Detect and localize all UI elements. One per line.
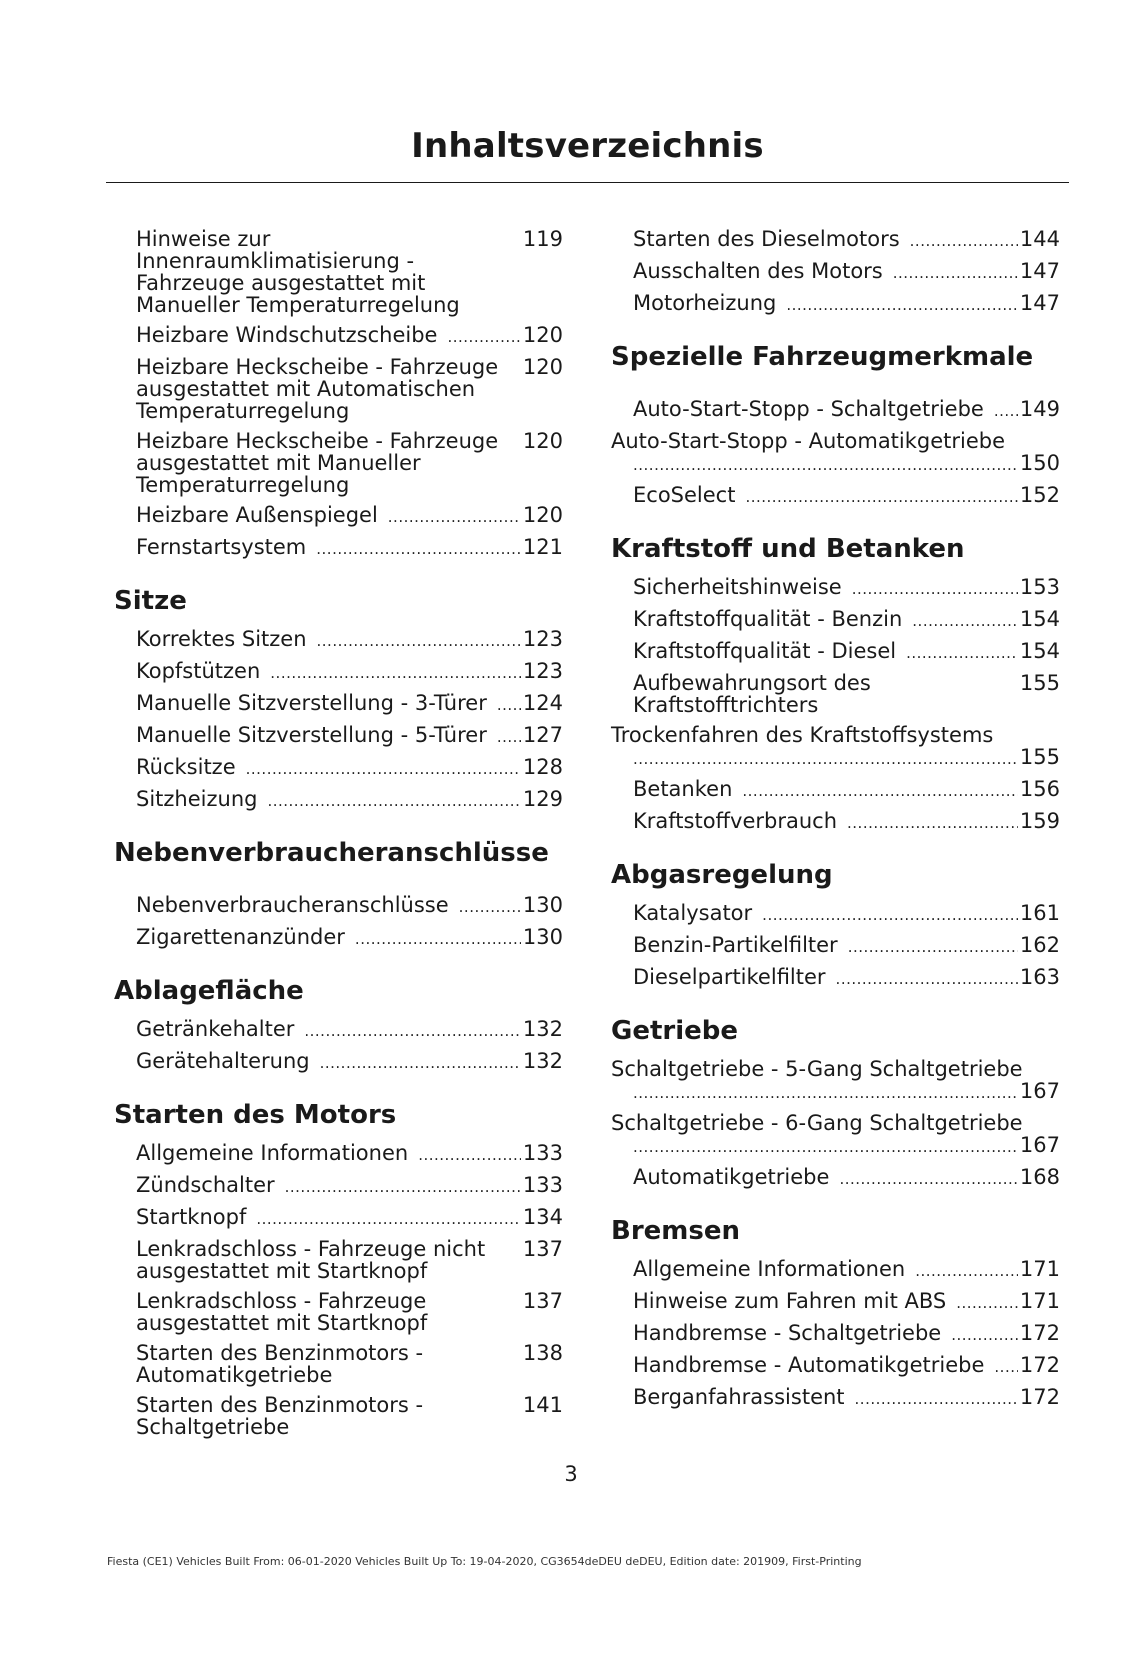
dot-leader <box>762 904 1018 926</box>
toc-entry[interactable] <box>611 1386 1060 1410</box>
toc-entry-title: Allgemeine Informationen <box>633 1257 906 1281</box>
toc-entry[interactable] <box>114 1238 563 1282</box>
toc-entry-page: 150 <box>1019 451 1060 475</box>
toc-entry[interactable] <box>611 484 1060 508</box>
toc-entry-title: Berganfahrassistent <box>633 1385 845 1409</box>
dot-leader <box>497 726 521 748</box>
dot-leader <box>320 1052 521 1074</box>
section-heading: Kraftstoff und Betanken <box>611 534 965 564</box>
toc-entry-title: Auto-Start-Stopp - Automatikgetriebe <box>611 429 1006 453</box>
dot-leader <box>304 1020 521 1042</box>
toc-entry-title: Kraftstoffverbrauch <box>633 809 838 833</box>
toc-entry[interactable] <box>114 692 563 716</box>
footer-edition-info: Fiesta (CE1) Vehicles Built From: 06-01-2020 Vehicles Built Up To: 19-04-2020, CG3654deDEU deDEU, Edition date: 201909, First-Printing <box>107 1555 862 1568</box>
toc-entry-page: 155 <box>1019 671 1060 695</box>
dot-leader <box>633 1082 1018 1104</box>
dot-leader <box>633 1136 1018 1158</box>
toc-entry[interactable] <box>114 1290 563 1334</box>
dot-leader <box>848 936 1018 958</box>
toc-entry-page: 144 <box>1019 227 1060 251</box>
toc-entry-title: Lenkradschloss - Fahrzeuge ausgestattet mit Startknopf <box>136 1289 428 1335</box>
toc-entry[interactable] <box>611 430 1060 476</box>
toc-entry-title: Schaltgetriebe - 5-Gang Schaltgetriebe <box>611 1057 1023 1081</box>
toc-entry-page: 159 <box>1019 809 1060 833</box>
toc-entry-page: 133 <box>522 1173 563 1197</box>
toc-entry-page: 155 <box>1019 745 1060 769</box>
section-heading: Sitze <box>114 586 187 616</box>
toc-entry-page: 137 <box>522 1237 563 1261</box>
toc-entry[interactable] <box>114 788 563 812</box>
toc-left-column <box>114 228 563 1446</box>
dot-leader <box>246 758 521 780</box>
toc-entry[interactable] <box>611 608 1060 632</box>
toc-entry[interactable] <box>114 228 563 316</box>
toc-entry-page: 132 <box>522 1049 563 1073</box>
toc-entry-page: 171 <box>1019 1257 1060 1281</box>
toc-entry-page: 172 <box>1019 1353 1060 1377</box>
toc-entry-page: 119 <box>522 227 563 251</box>
dot-leader <box>956 1292 1018 1314</box>
dot-leader <box>847 812 1018 834</box>
toc-entry-page: 120 <box>522 355 563 379</box>
dot-leader <box>355 928 521 950</box>
toc-entry[interactable] <box>114 504 563 528</box>
toc-entry-title: Sicherheitshinweise <box>633 575 842 599</box>
section-heading: Ablagefläche <box>114 976 304 1006</box>
dot-leader <box>447 326 520 348</box>
toc-entry[interactable] <box>611 672 1060 716</box>
toc-entry[interactable] <box>611 260 1060 284</box>
toc-entry-page: 168 <box>1019 1165 1060 1189</box>
toc-entry-page: 120 <box>522 323 563 347</box>
toc-entry-page: 156 <box>1019 777 1060 801</box>
toc-entry-title: Automatikgetriebe <box>633 1165 830 1189</box>
dot-leader <box>994 400 1018 422</box>
toc-entry[interactable] <box>114 1206 563 1230</box>
toc-entry-page: 123 <box>522 659 563 683</box>
dot-leader <box>316 538 521 560</box>
toc-entry-title: Heizbare Heckscheibe - Fahrzeuge ausgestattet mit Manueller Temperaturregelung <box>136 429 499 497</box>
toc-entry[interactable] <box>114 628 563 652</box>
dot-leader <box>317 630 521 652</box>
toc-entry-page: 138 <box>522 1341 563 1365</box>
toc-entry-page: 128 <box>522 755 563 779</box>
toc-entry[interactable] <box>611 1354 1060 1378</box>
toc-entry-title: Handbremse - Schaltgetriebe <box>633 1321 942 1345</box>
toc-entry-title: Zündschalter <box>136 1173 275 1197</box>
toc-entry-page: 161 <box>1019 901 1060 925</box>
toc-entry-page: 171 <box>1019 1289 1060 1313</box>
toc-entry-title: Benzin-Partikelfilter <box>633 933 838 957</box>
toc-entry[interactable] <box>114 430 563 496</box>
dot-leader <box>915 1260 1018 1282</box>
dot-leader <box>742 780 1018 802</box>
toc-entry-title: Kraftstoffqualität - Diesel <box>633 639 897 663</box>
toc-entry-page: 152 <box>1019 483 1060 507</box>
toc-entry-title: Schaltgetriebe - 6-Gang Schaltgetriebe <box>611 1111 1023 1135</box>
toc-entry[interactable] <box>114 660 563 684</box>
toc-entry-title: Heizbare Windschutzscheibe <box>136 323 438 347</box>
section-heading: Nebenverbraucheranschlüsse <box>114 838 549 868</box>
toc-entry-page: 163 <box>1019 965 1060 989</box>
dot-leader <box>839 1168 1017 1190</box>
toc-entry-title: Heizbare Außenspiegel <box>136 503 378 527</box>
toc-entry[interactable] <box>611 778 1060 802</box>
toc-entry-title: Hinweise zur Innenraumklimatisierung - Fahrzeuge ausgestattet mit Manueller Temperaturregelung <box>136 227 460 317</box>
toc-entry-title: Fernstartsystem <box>136 535 307 559</box>
toc-entry[interactable] <box>114 356 563 422</box>
toc-entry[interactable] <box>611 1058 1060 1104</box>
section-heading: Abgasregelung <box>611 860 833 890</box>
dot-leader <box>497 694 521 716</box>
toc-entry[interactable] <box>611 292 1060 316</box>
toc-entry-page: 154 <box>1019 639 1060 663</box>
toc-entry-page: 120 <box>522 429 563 453</box>
toc-entry-title: Getränkehalter <box>136 1017 295 1041</box>
toc-entry[interactable] <box>114 1050 563 1074</box>
toc-entry-page: 162 <box>1019 933 1060 957</box>
dot-leader <box>912 610 1018 632</box>
toc-entry-title: Ausschalten des Motors <box>633 259 883 283</box>
toc-entry[interactable] <box>114 1342 563 1386</box>
toc-entry-page: 130 <box>522 893 563 917</box>
toc-entry-page: 147 <box>1019 291 1060 315</box>
toc-entry[interactable] <box>611 966 1060 990</box>
dot-leader <box>388 506 521 528</box>
dot-leader <box>285 1176 521 1198</box>
toc-entry-title: Zigarettenanzünder <box>136 925 345 949</box>
dot-leader <box>836 968 1018 990</box>
toc-entry[interactable] <box>114 324 563 348</box>
dot-leader <box>418 1144 521 1166</box>
toc-entry[interactable] <box>611 228 1060 252</box>
toc-entry[interactable] <box>114 926 563 950</box>
toc-entry-page: 167 <box>1019 1133 1060 1157</box>
toc-entry[interactable] <box>611 398 1060 422</box>
dot-leader <box>786 294 1018 316</box>
toc-entry-page: 120 <box>522 503 563 527</box>
dot-leader <box>994 1356 1018 1378</box>
toc-entry[interactable] <box>611 1166 1060 1190</box>
dot-leader <box>270 662 521 684</box>
toc-entry[interactable] <box>611 1290 1060 1314</box>
dot-leader <box>633 454 1018 476</box>
page-number: 3 <box>564 1462 578 1486</box>
toc-entry-title: Starten des Benzinmotors - Schaltgetriebe <box>136 1393 424 1439</box>
toc-entry-page: 172 <box>1019 1321 1060 1345</box>
toc-entry-page: 172 <box>1019 1385 1060 1409</box>
dot-leader <box>893 262 1018 284</box>
toc-entry[interactable] <box>114 536 563 560</box>
toc-entry[interactable] <box>114 724 563 748</box>
toc-entry[interactable] <box>611 810 1060 834</box>
toc-entry-page: 124 <box>522 691 563 715</box>
dot-leader <box>256 1208 521 1230</box>
dot-leader <box>852 578 1018 600</box>
dot-leader <box>267 790 520 812</box>
toc-entry-page: 137 <box>522 1289 563 1313</box>
toc-entry[interactable] <box>114 1018 563 1042</box>
title-divider <box>106 182 1069 183</box>
toc-entry-title: Kraftstoffqualität - Benzin <box>633 607 903 631</box>
section-heading: Spezielle Fahrzeugmerkmale <box>611 342 1034 372</box>
toc-entry-page: 153 <box>1019 575 1060 599</box>
toc-entry-title: Katalysator <box>633 901 753 925</box>
dot-leader <box>459 896 521 918</box>
toc-entry-title: Manuelle Sitzverstellung - 5-Türer <box>136 723 487 747</box>
dot-leader <box>855 1388 1018 1410</box>
section-heading: Starten des Motors <box>114 1100 397 1130</box>
toc-entry-title: Kopfstützen <box>136 659 261 683</box>
toc-entry[interactable] <box>611 724 1060 770</box>
toc-entry[interactable] <box>114 756 563 780</box>
toc-entry-page: 141 <box>522 1393 563 1417</box>
toc-entry-title: Betanken <box>633 777 733 801</box>
toc-entry[interactable] <box>611 1258 1060 1282</box>
toc-entry-title: Motorheizung <box>633 291 777 315</box>
toc-entry-title: Starten des Benzinmotors - Automatikgetriebe <box>136 1341 424 1387</box>
toc-right-column <box>611 228 1060 1418</box>
toc-entry[interactable] <box>611 576 1060 600</box>
dot-leader <box>910 230 1018 252</box>
toc-entry-page: 129 <box>522 787 563 811</box>
toc-entry-title: Dieselpartikelfilter <box>633 965 826 989</box>
toc-entry[interactable] <box>611 902 1060 926</box>
toc-entry-title: Startknopf <box>136 1205 247 1229</box>
toc-entry-title: Trockenfahren des Kraftstoffsystems <box>611 723 994 747</box>
dot-leader <box>906 642 1018 664</box>
toc-entry-title: Hinweise zum Fahren mit ABS <box>633 1289 947 1313</box>
toc-entry[interactable] <box>611 1322 1060 1346</box>
toc-entry-title: Sitzheizung <box>136 787 258 811</box>
toc-entry-title: Manuelle Sitzverstellung - 3-Türer <box>136 691 487 715</box>
toc-entry-title: Auto-Start-Stopp - Schaltgetriebe <box>633 397 984 421</box>
toc-entry-title: Aufbewahrungsort des Kraftstofftrichters <box>633 671 871 717</box>
toc-entry[interactable] <box>114 1394 563 1438</box>
dot-leader <box>745 486 1017 508</box>
toc-entry[interactable] <box>114 1142 563 1166</box>
toc-entry-page: 167 <box>1019 1079 1060 1103</box>
toc-entry-page: 127 <box>522 723 563 747</box>
page-title: Inhaltsverzeichnis <box>411 126 764 166</box>
toc-entry-title: Handbremse - Automatikgetriebe <box>633 1353 985 1377</box>
toc-entry-title: Heizbare Heckscheibe - Fahrzeuge ausgestattet mit Automatischen Temperaturregelung <box>136 355 499 423</box>
dot-leader <box>951 1324 1018 1346</box>
toc-entry-page: 121 <box>522 535 563 559</box>
toc-entry[interactable] <box>114 1174 563 1198</box>
toc-entry-title: Nebenverbraucheranschlüsse <box>136 893 449 917</box>
toc-entry-page: 149 <box>1019 397 1060 421</box>
toc-entry-page: 133 <box>522 1141 563 1165</box>
toc-entry-title: Lenkradschloss - Fahrzeuge nicht ausgestattet mit Startknopf <box>136 1237 486 1283</box>
toc-entry-title: Starten des Dieselmotors <box>633 227 900 251</box>
toc-entry[interactable] <box>611 934 1060 958</box>
toc-entry[interactable] <box>611 640 1060 664</box>
toc-entry-title: EcoSelect <box>633 483 736 507</box>
toc-entry-title: Korrektes Sitzen <box>136 627 307 651</box>
toc-entry-page: 154 <box>1019 607 1060 631</box>
toc-entry[interactable] <box>114 894 563 918</box>
toc-entry-title: Allgemeine Informationen <box>136 1141 409 1165</box>
section-heading: Bremsen <box>611 1216 740 1246</box>
toc-entry-title: Rücksitze <box>136 755 236 779</box>
toc-entry-page: 130 <box>522 925 563 949</box>
toc-entry[interactable] <box>611 1112 1060 1158</box>
toc-entry-page: 132 <box>522 1017 563 1041</box>
toc-entry-page: 147 <box>1019 259 1060 283</box>
toc-entry-page: 134 <box>522 1205 563 1229</box>
section-heading: Getriebe <box>611 1016 739 1046</box>
toc-entry-title: Gerätehalterung <box>136 1049 310 1073</box>
toc-entry-page: 123 <box>522 627 563 651</box>
dot-leader <box>633 748 1018 770</box>
